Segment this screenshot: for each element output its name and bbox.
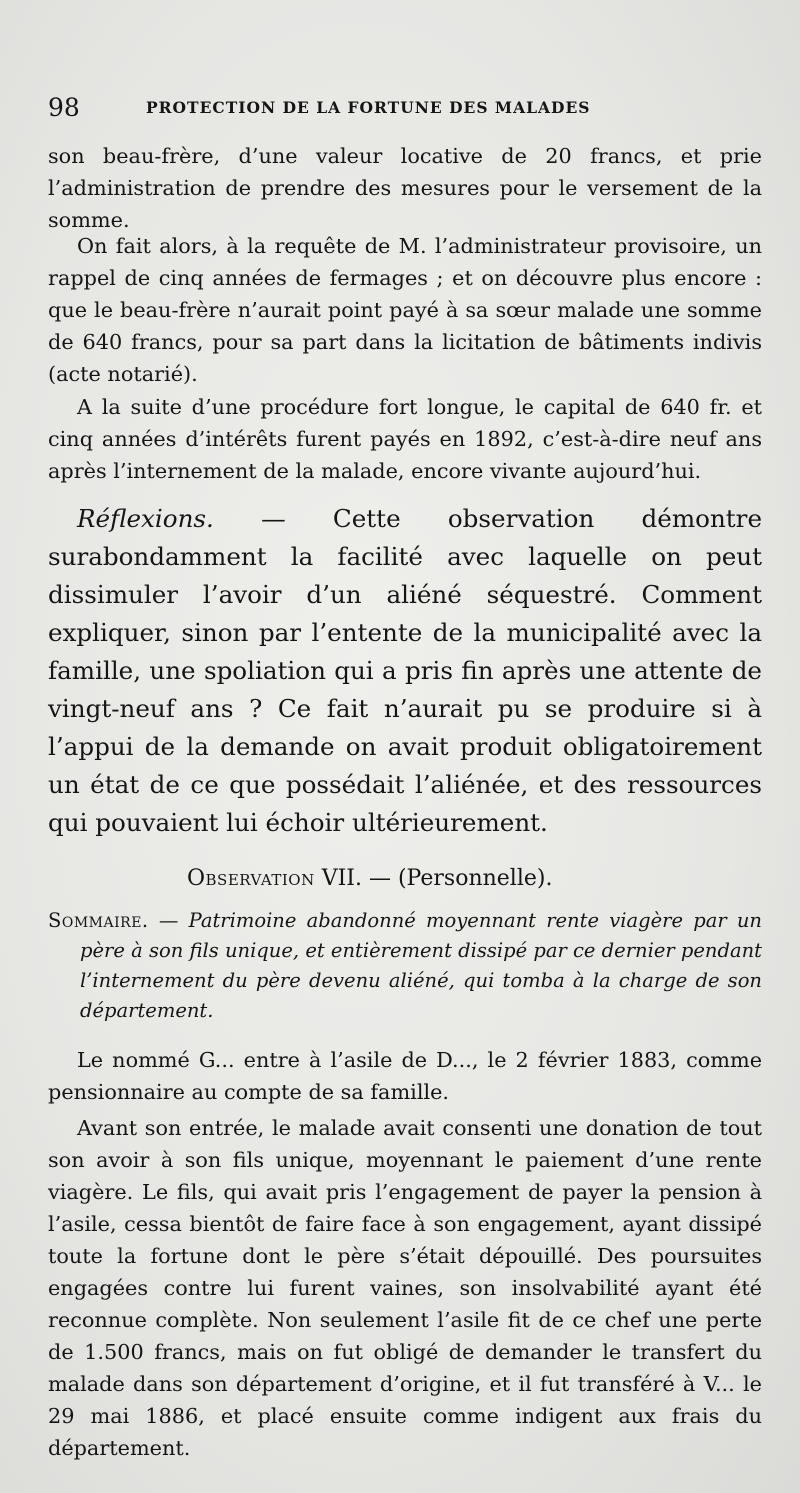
- observation-label: Observation: [187, 866, 315, 891]
- reflexions-label: Réflexions.: [77, 504, 214, 533]
- paragraph-procedure: A la suite d’une procédure fort longue, le capital de 640 fr. et cinq années d’intérêts furent payés en 1892, c’est-à-dire neuf ans après l’internement de la malade, encore vivante aujourd’hui.: [48, 395, 762, 483]
- sommaire: [48, 906, 762, 1026]
- observation-heading: [187, 862, 552, 896]
- reflexions-text: — Cette observation démontre surabondamment la facilité avec laquelle on peut dissimuler l’avoir d’un aliéné séquestré. Comment expliquer, sinon par l’entente de la municipalité avec la famille, une spoliation qui a pris fin après une attente de vingt-neuf ans ? Ce fait n’aurait pu se produire si à l’appui de la demande on avait produit obligatoirement un état de ce que possédait l’aliénée, et des ressources qui pouvaient lui échoir ultérieurement.: [48, 504, 762, 837]
- paragraph-rappel-fermages: On fait alors, à la requête de M. l’administrateur provisoire, un rappel de cinq années de fermages ; et on découvre plus encore : que le beau-frère n’aurait point payé à sa sœur malade une somme de 640 francs, pour sa part dans la licitation de bâtiments indivis (acte notarié).: [48, 234, 762, 386]
- page-number: 98: [48, 93, 80, 122]
- paragraph-reflexions: [48, 500, 762, 842]
- sommaire-dash: —: [148, 909, 189, 932]
- paragraph-admission: Le nommé G... entre à l’asile de D..., le 2 février 1883, comme pensionnaire au compte de sa famille.: [48, 1048, 762, 1104]
- sommaire-label: Sommaire.: [48, 909, 149, 932]
- paragraph-donation: Avant son entrée, le malade avait consenti une donation de tout son avoir à son fils unique, moyennant le paiement d’une rente viagère. Le fils, qui avait pris l’engagement de payer la pension à l’asile, cessa bientôt de faire face à son engagement, ayant dissipé toute la fortune dont le père s’était dépouillé. Des poursuites engagées contre lui furent vaines, son insolvabilité ayant été reconnue complète. Non seulement l’asile fit de ce chef une perte de 1.500 francs, mais on fut obligé de demander le transfert du malade dans son département d’origine, et il fut transféré à V... le 29 mai 1886, et placé ensuite comme indigent aux frais du département.: [48, 1116, 762, 1460]
- sommaire-text: Patrimoine abandonné moyennant rente viagère par un père à son fils unique, et entièrement dissipé par ce dernier pendant l’internement du père devenu aliéné, qui tomba à la charge de son département.: [80, 909, 762, 1022]
- running-title: PROTECTION DE LA FORTUNE DES MALADES: [146, 98, 591, 117]
- observation-title: VII. — (Personnelle).: [314, 866, 553, 891]
- paragraph-continuation: son beau-frère, d’une valeur locative de 20 francs, et prie l’administration de prendre des mesures pour le versement de la somme.: [48, 144, 762, 232]
- running-head: [48, 92, 768, 124]
